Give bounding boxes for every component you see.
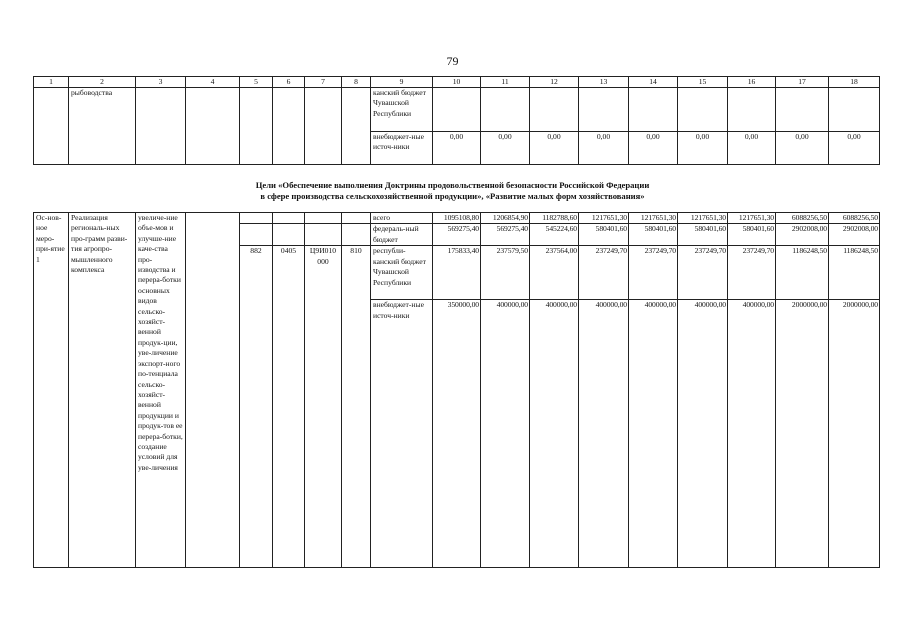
value-cell: 1186248,50 bbox=[776, 246, 829, 300]
value-cell: 1217651,30 bbox=[579, 213, 629, 224]
funding-source: всего bbox=[371, 213, 433, 224]
value-cell: 2902008,00 bbox=[776, 224, 829, 246]
value-cell: 400000,00 bbox=[728, 300, 776, 568]
value-cell: 237249,70 bbox=[728, 246, 776, 300]
value-cell: 1217651,30 bbox=[728, 213, 776, 224]
value-cell: 0,00 bbox=[530, 132, 579, 165]
code-rzpr: 0405 bbox=[273, 246, 305, 568]
value-cell: 580401,60 bbox=[678, 224, 728, 246]
value-cell: 1182788,60 bbox=[530, 213, 579, 224]
value-cell: 0,00 bbox=[678, 132, 728, 165]
value-cell: 6088256,50 bbox=[776, 213, 829, 224]
value-cell: 2000000,00 bbox=[829, 300, 880, 568]
funding-source: внебюджет-ные источ-ники bbox=[371, 300, 433, 568]
column-number-row bbox=[34, 77, 880, 88]
value-cell: 400000,00 bbox=[678, 300, 728, 568]
column-number: 6 bbox=[273, 77, 305, 88]
value-cell: 400000,00 bbox=[629, 300, 678, 568]
event-label: Ос-нов-ное меро-при-ятие 1 bbox=[34, 213, 69, 568]
column-number: 17 bbox=[776, 77, 829, 88]
table-cell: рыбоводства bbox=[69, 88, 136, 165]
value-cell: 0,00 bbox=[776, 132, 829, 165]
column-number: 9 bbox=[371, 77, 433, 88]
value-cell: 0,00 bbox=[728, 132, 776, 165]
main-event-table bbox=[33, 212, 880, 568]
column-number: 15 bbox=[678, 77, 728, 88]
column-number: 8 bbox=[342, 77, 371, 88]
column-number: 10 bbox=[433, 77, 481, 88]
value-cell: 237249,70 bbox=[629, 246, 678, 300]
value-cell: 237249,70 bbox=[579, 246, 629, 300]
value-cell: 580401,60 bbox=[579, 224, 629, 246]
table-row bbox=[34, 88, 880, 132]
funding-source: внебюджет-ные источ-ники bbox=[371, 132, 433, 165]
column-number: 2 bbox=[69, 77, 136, 88]
value-cell: 580401,60 bbox=[728, 224, 776, 246]
code-csr: Ц9И010 000 bbox=[305, 246, 342, 568]
table-row bbox=[34, 213, 880, 224]
continuation-table bbox=[33, 76, 880, 165]
value-cell: 545224,60 bbox=[530, 224, 579, 246]
value-cell: 400000,00 bbox=[481, 300, 530, 568]
value-cell: 1186248,50 bbox=[829, 246, 880, 300]
column-number: 1 bbox=[34, 77, 69, 88]
column-number: 3 bbox=[136, 77, 186, 88]
column-number: 11 bbox=[481, 77, 530, 88]
value-cell: 175833,40 bbox=[433, 246, 481, 300]
value-cell: 0,00 bbox=[829, 132, 880, 165]
column-number: 16 bbox=[728, 77, 776, 88]
column-number: 13 bbox=[579, 77, 629, 88]
goals-heading-line: в сфере производства сельскохозяйственной продукции», «Развитие малых форм хозяйствования» bbox=[260, 191, 645, 201]
event-title: Реализация региональ-ных про-грамм разви-тия агропро-мышленного комплекса bbox=[69, 213, 136, 568]
goals-heading bbox=[0, 180, 905, 202]
goals-heading-line: Цели «Обеспечение выполнения Доктрины продовольственной безопасности Российской Федерации bbox=[255, 180, 650, 190]
code-vr: 810 bbox=[342, 246, 371, 568]
value-cell: 0,00 bbox=[433, 132, 481, 165]
column-number: 18 bbox=[829, 77, 880, 88]
value-cell: 2000000,00 bbox=[776, 300, 829, 568]
page-number: 79 bbox=[446, 54, 459, 68]
column-number: 7 bbox=[305, 77, 342, 88]
value-cell: 0,00 bbox=[629, 132, 678, 165]
value-cell: 2902008,00 bbox=[829, 224, 880, 246]
code-grbs: 882 bbox=[240, 246, 273, 568]
value-cell: 400000,00 bbox=[530, 300, 579, 568]
value-cell: 0,00 bbox=[481, 132, 530, 165]
column-number: 5 bbox=[240, 77, 273, 88]
column-number: 4 bbox=[186, 77, 240, 88]
value-cell: 1095108,80 bbox=[433, 213, 481, 224]
value-cell: 0,00 bbox=[579, 132, 629, 165]
value-cell: 237579,50 bbox=[481, 246, 530, 300]
funding-source: республи-канский бюджет Чувашской Республики bbox=[371, 246, 433, 300]
value-cell: 1206854,90 bbox=[481, 213, 530, 224]
value-cell: 569275,40 bbox=[481, 224, 530, 246]
value-cell: 580401,60 bbox=[629, 224, 678, 246]
column-number: 12 bbox=[530, 77, 579, 88]
value-cell: 237249,70 bbox=[678, 246, 728, 300]
value-cell: 1217651,30 bbox=[629, 213, 678, 224]
column-number: 14 bbox=[629, 77, 678, 88]
value-cell: 6088256,50 bbox=[829, 213, 880, 224]
funding-source: федераль-ный бюджет bbox=[371, 224, 433, 246]
value-cell: 400000,00 bbox=[579, 300, 629, 568]
event-goal: увеличе-ние объе-мов и улучше-ние каче-ства про-изводства и перера-ботки основных видов сельско-хозяйст-венной продук-ции, уве-личение экспорт-ного по-тенциала сельско-хозяйст-венной продукции и продук-тов ее перера-ботки, создание условий для уве-личения bbox=[136, 213, 186, 568]
value-cell: 569275,40 bbox=[433, 224, 481, 246]
value-cell: 1217651,30 bbox=[678, 213, 728, 224]
value-cell: 350000,00 bbox=[433, 300, 481, 568]
value-cell: 237564,00 bbox=[530, 246, 579, 300]
funding-source: канский бюджет Чувашской Республики bbox=[371, 88, 433, 132]
